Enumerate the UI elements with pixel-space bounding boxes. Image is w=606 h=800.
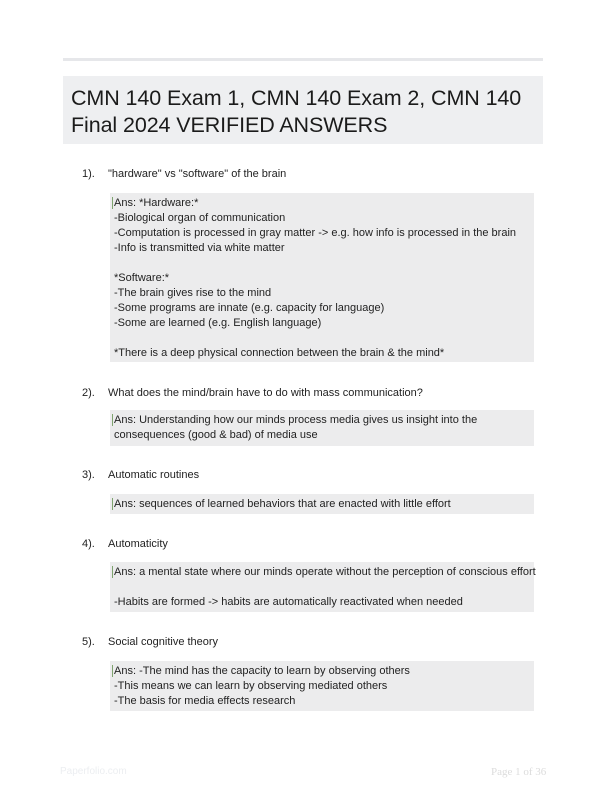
question-text: What does the mind/brain have to do with mass communication? xyxy=(108,387,423,399)
answer-line: -Habits are formed -> habits are automatically reactivated when needed xyxy=(114,596,463,608)
document-title-block xyxy=(63,76,543,144)
question-text: Social cognitive theory xyxy=(108,636,219,648)
answer-spacer xyxy=(114,580,530,595)
question-text: Automatic routines xyxy=(108,469,200,481)
document-title xyxy=(71,85,535,139)
answer-line: Ans: sequences of learned behaviors that are enacted with little effort xyxy=(114,498,451,510)
footer-site-label: Paperfolio.com xyxy=(60,766,127,777)
answer-line: -This means we can learn by observing mediated others xyxy=(114,680,388,692)
answer-box xyxy=(110,494,534,514)
answer-line: -Info is transmitted via white matter xyxy=(114,242,285,254)
answer-box xyxy=(110,410,534,446)
answer-line: consequences (good & bad) of media use xyxy=(114,429,318,441)
answer-line: Ans: *Hardware:* xyxy=(114,197,199,209)
question-number: 5). xyxy=(82,636,95,648)
answer-line: *Software:* xyxy=(114,272,170,284)
question-number: 2). xyxy=(82,387,95,399)
answer-line: Ans: a mental state where our minds operate without the perception of conscious effort xyxy=(114,566,536,578)
answer-marker xyxy=(112,414,113,426)
answer-line: -The basis for media effects research xyxy=(114,695,296,707)
answer-box xyxy=(110,661,534,711)
answer-marker xyxy=(112,197,113,209)
answer-line: -Some are learned (e.g. English language) xyxy=(114,317,322,329)
question-text: "hardware" vs "software" of the brain xyxy=(108,168,287,180)
answer-line: *There is a deep physical connection between the brain & the mind* xyxy=(114,347,445,359)
answer-box xyxy=(110,193,534,362)
document-title-line-1: CMN 140 Exam 1, CMN 140 Exam 2, CMN 140 xyxy=(71,86,522,110)
answer-marker xyxy=(112,566,113,578)
answer-line: -The brain gives rise to the mind xyxy=(114,287,272,299)
answer-marker xyxy=(112,498,113,510)
answer-line: -Some programs are innate (e.g. capacity for language) xyxy=(114,302,385,314)
answer-spacer xyxy=(114,331,530,346)
top-divider xyxy=(63,58,543,61)
answer-line: Ans: Understanding how our minds process media gives us insight into the xyxy=(114,414,478,426)
page-number: Page 1 of 36 xyxy=(491,766,547,778)
question-number: 1). xyxy=(82,168,95,180)
answer-line: -Computation is processed in gray matter -> e.g. how info is processed in the brain xyxy=(114,227,517,239)
answer-line: Ans: -The mind has the capacity to learn by observing others xyxy=(114,665,410,677)
question-text: Automaticity xyxy=(108,538,168,550)
answer-spacer xyxy=(114,256,530,271)
answer-box xyxy=(110,562,534,612)
question-number: 3). xyxy=(82,469,95,481)
question-number: 4). xyxy=(82,538,95,550)
document-title-line-2: Final 2024 VERIFIED ANSWERS xyxy=(71,113,388,137)
answer-marker xyxy=(112,665,113,677)
answer-line: -Biological organ of communication xyxy=(114,212,286,224)
